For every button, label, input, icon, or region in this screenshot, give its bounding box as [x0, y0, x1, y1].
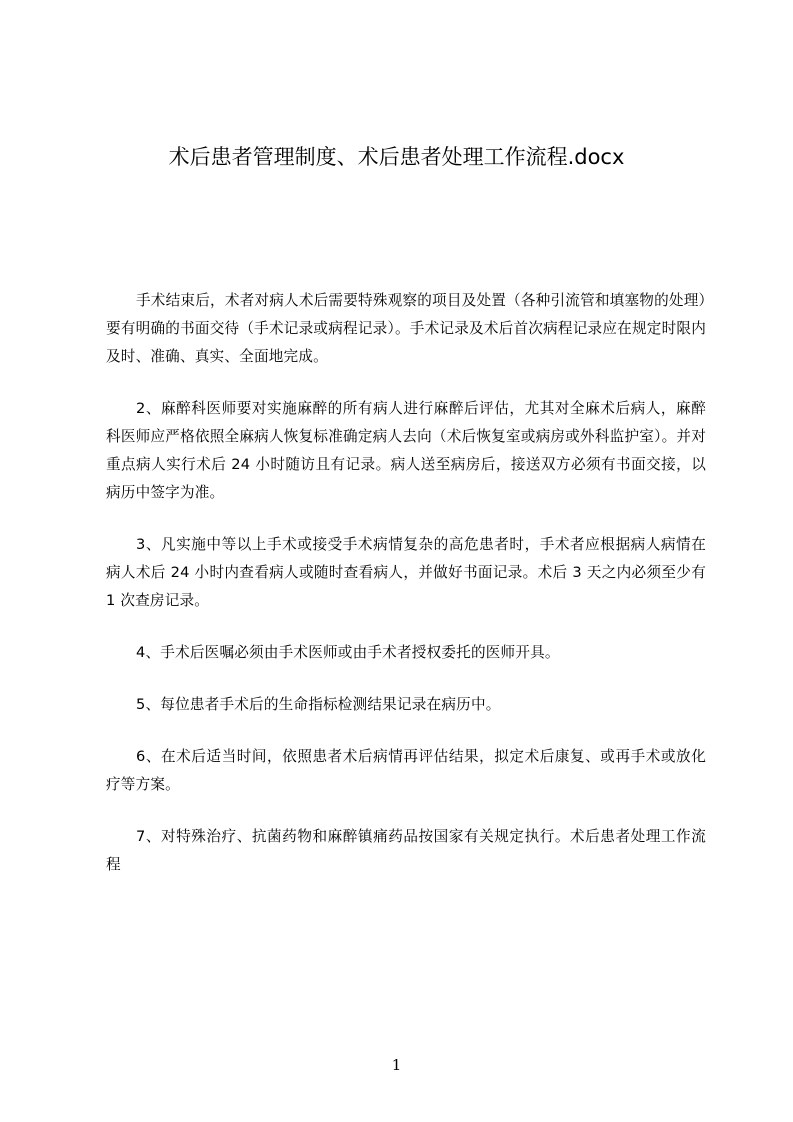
paragraph-6: 6、在术后适当时间，依照患者术后病情再评估结果，拟定术后康复、或再手术或放化疗等方案。: [106, 748, 706, 793]
page-number: 1: [391, 1056, 402, 1074]
paragraph-4: 4、手术后医嘱必须由手术医师或由手术者授权委托的医师开具。: [136, 644, 560, 661]
paragraph-7: 7、对特殊治疗、抗菌药物和麻醉镇痛药品按国家有关规定执行。术后患者处理工作流程: [106, 828, 706, 873]
paragraph-3: 3、凡实施中等以上手术或接受手术病情复杂的高危患者时，手术者应根据病人病情在病人术后 24 小时内查看病人或随时查看病人，并做好书面记录。术后 3 天之内必须至少有 1 次查房记录。: [106, 536, 706, 609]
paragraph-2: 2、麻醉科医师要对实施麻醉的所有病人进行麻醉后评估，尤其对全麻术后病人，麻醉科医师应严格依照全麻病人恢复标准确定病人去向（术后恢复室或病房或外科监护室）。并对重点病人实行术后 24 小时随访且有记录。病人送至病房后，接送双方必须有书面交接，以病历中签字为准。: [106, 400, 706, 501]
document-body: [106, 287, 706, 903]
document-title: 术后患者管理制度、术后患者处理工作流程.docx: [168, 145, 625, 169]
paragraph-intro: 手术结束后，术者对病人术后需要特殊观察的项目及处置（各种引流管和填塞物的处理）要有明确的书面交待（手术记录或病程记录）。手术记录及术后首次病程记录应在规定时限内及时、准确、真实、全面地完成。: [106, 292, 706, 365]
paragraph-5: 5、每位患者手术后的生命指标检测结果记录在病历中。: [136, 696, 501, 713]
